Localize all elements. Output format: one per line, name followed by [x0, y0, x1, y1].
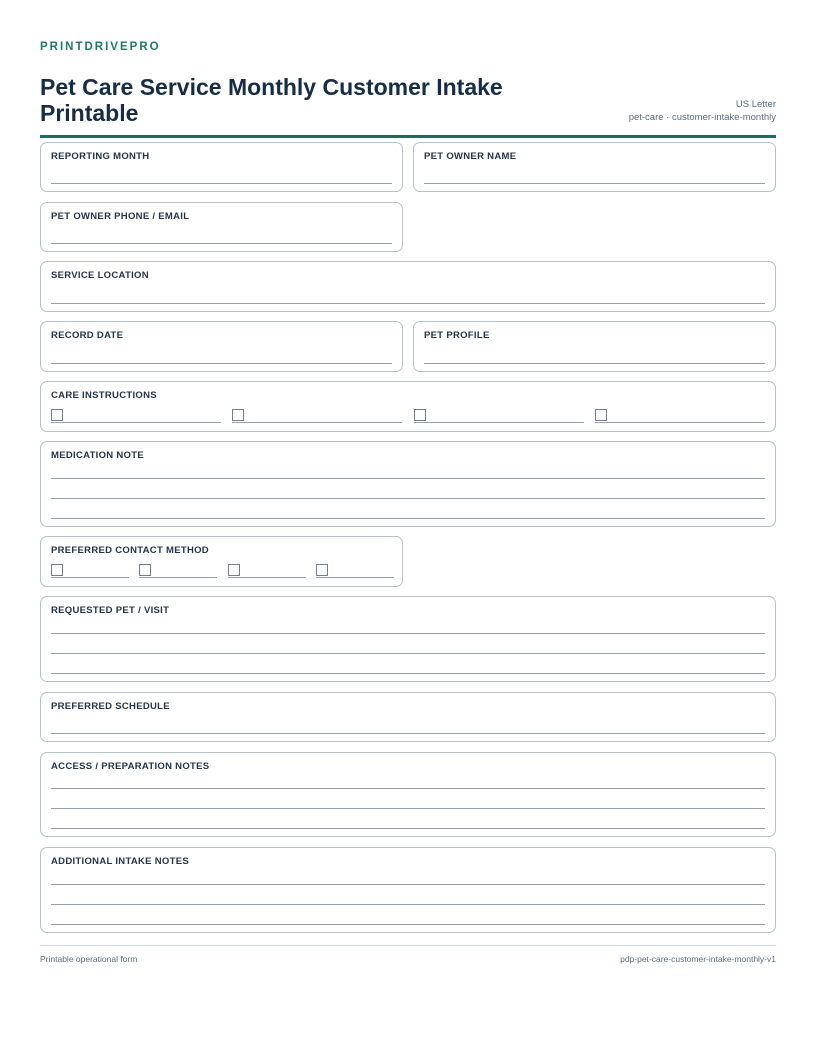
record-date-label: RECORD DATE	[51, 330, 124, 341]
service-location-field[interactable]	[40, 261, 776, 312]
record-date-line[interactable]	[51, 363, 392, 364]
access-preparation-notes-line[interactable]	[51, 788, 765, 789]
reporting-month-line[interactable]	[51, 183, 392, 184]
pet-profile-line[interactable]	[424, 363, 765, 364]
footer-form-id: pdp-pet-care-customer-intake-monthly-v1	[620, 954, 776, 964]
record-date-field[interactable]	[40, 321, 403, 372]
pet-owner-contact-line[interactable]	[51, 243, 392, 244]
care-instruction-option[interactable]	[51, 409, 221, 423]
footer-left-text: Printable operational form	[40, 954, 138, 964]
additional-intake-notes-label: ADDITIONAL INTAKE NOTES	[51, 856, 189, 867]
checkbox[interactable]	[232, 409, 244, 421]
checkbox[interactable]	[414, 409, 426, 421]
contact-method-option[interactable]	[51, 564, 129, 578]
preferred-contact-method-label: PREFERRED CONTACT METHOD	[51, 545, 209, 556]
page-title: Pet Care Service Monthly Customer Intake Printable	[40, 74, 503, 126]
additional-intake-notes-line[interactable]	[51, 904, 765, 905]
checkbox[interactable]	[316, 564, 328, 576]
requested-pet-visit-line[interactable]	[51, 633, 765, 634]
preferred-contact-method-field	[40, 536, 403, 587]
checkbox[interactable]	[595, 409, 607, 421]
medication-note-label: MEDICATION NOTE	[51, 450, 144, 461]
form-page	[40, 40, 776, 138]
additional-intake-notes-field[interactable]	[40, 847, 776, 933]
form-header	[40, 54, 776, 138]
pet-owner-name-label: PET OWNER NAME	[424, 151, 517, 162]
medication-note-field[interactable]	[40, 441, 776, 527]
brand-name: PRINTDRIVEPRO	[40, 41, 161, 53]
form-tags: pet-care · customer-intake-monthly	[628, 112, 776, 123]
pet-owner-contact-field[interactable]	[40, 202, 403, 252]
checkbox[interactable]	[228, 564, 240, 576]
care-instruction-option[interactable]	[232, 409, 402, 423]
care-instruction-option[interactable]	[595, 409, 765, 423]
service-location-label: SERVICE LOCATION	[51, 270, 149, 281]
medication-note-line[interactable]	[51, 498, 765, 499]
care-instruction-option[interactable]	[414, 409, 584, 423]
access-preparation-notes-field[interactable]	[40, 752, 776, 837]
medication-note-line[interactable]	[51, 518, 765, 519]
preferred-schedule-line[interactable]	[51, 733, 765, 734]
requested-pet-visit-label: REQUESTED PET / VISIT	[51, 605, 170, 616]
medication-note-line[interactable]	[51, 478, 765, 479]
reporting-month-field[interactable]	[40, 142, 403, 192]
access-preparation-notes-line[interactable]	[51, 808, 765, 809]
reporting-month-label: REPORTING MONTH	[51, 151, 150, 162]
pet-owner-contact-label: PET OWNER PHONE / EMAIL	[51, 211, 190, 222]
pet-owner-name-line[interactable]	[424, 183, 765, 184]
requested-pet-visit-line[interactable]	[51, 673, 765, 674]
checkbox[interactable]	[51, 409, 63, 421]
preferred-schedule-field[interactable]	[40, 692, 776, 742]
requested-pet-visit-line[interactable]	[51, 653, 765, 654]
footer-divider	[40, 945, 776, 946]
paper-size: US Letter	[735, 99, 776, 110]
requested-pet-visit-field[interactable]	[40, 596, 776, 682]
contact-method-option[interactable]	[228, 564, 306, 578]
additional-intake-notes-line[interactable]	[51, 924, 765, 925]
contact-method-option[interactable]	[316, 564, 394, 578]
form-meta	[629, 98, 776, 124]
checkbox[interactable]	[139, 564, 151, 576]
pet-profile-label: PET PROFILE	[424, 330, 490, 341]
preferred-schedule-label: PREFERRED SCHEDULE	[51, 701, 170, 712]
access-preparation-notes-line[interactable]	[51, 828, 765, 829]
pet-owner-name-field[interactable]	[413, 142, 776, 192]
pet-profile-field[interactable]	[413, 321, 776, 372]
service-location-line[interactable]	[51, 303, 765, 304]
care-instructions-label: CARE INSTRUCTIONS	[51, 390, 157, 401]
additional-intake-notes-line[interactable]	[51, 884, 765, 885]
care-instructions-field	[40, 381, 776, 432]
checkbox[interactable]	[51, 564, 63, 576]
contact-method-option[interactable]	[139, 564, 217, 578]
access-preparation-notes-label: ACCESS / PREPARATION NOTES	[51, 761, 210, 772]
